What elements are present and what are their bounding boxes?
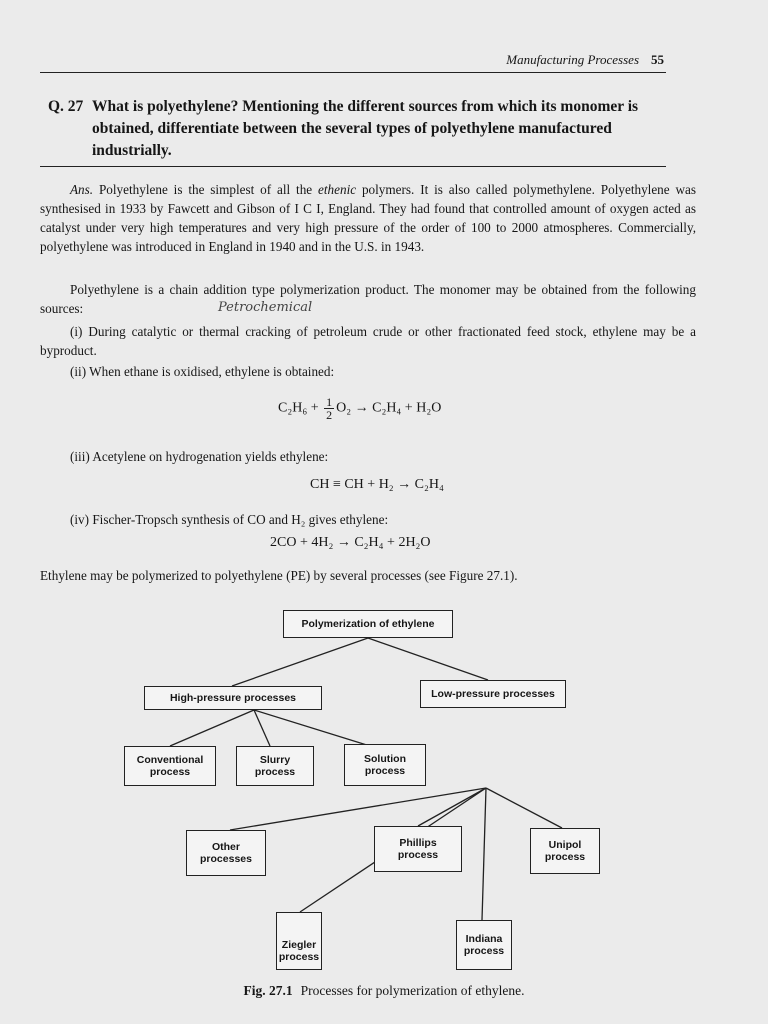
question-text: What is polyethylene? Mentioning the different sources from which its monomer is obtained, differentiate between the several types of polyethylene manufactured industrially. <box>92 98 639 159</box>
answer-paragraph-2: Polyethylene is a chain addition type polymerization product. The monomer may be obtained from the following sources: <box>40 282 696 316</box>
equation-fischer-tropsch: 2CO + 4H₂ → C₂H₄ + 2H₂O <box>270 535 431 550</box>
connector-low-unipol <box>486 788 562 828</box>
running-title: Manufacturing Processes <box>506 52 639 67</box>
connector-high-slurry <box>254 710 270 746</box>
node-phillips-process: Phillips process <box>374 826 462 872</box>
node-solution-process: Solution process <box>344 744 426 786</box>
connector-high-solution <box>254 710 370 746</box>
figure-caption <box>0 983 768 999</box>
answer-paragraph-1: Ans. Polyethylene is the simplest of all the ethenic polymers. It is also called polymethylene. Polyethylene was synthesised in 1933 by Fawcett and Gibson of I C I, England. They had found that controlled amount of oxygen acted as catalyst under very high temperatures and very high pressure of the order of 100 to 2000 atmospheres. Commercially, polyethylene was introduced in England in 1940 and in the U.S. in 1943. <box>40 182 697 254</box>
source-2: (ii) When ethane is oxidised, ethylene is obtained: <box>70 364 335 379</box>
source-4: (iv) Fischer-Tropsch synthesis of CO and H₂ gives ethylene: <box>70 512 389 527</box>
source-1: (i) During catalytic or thermal cracking of petroleum crude or other fractionated feed stock, ethylene may be a byproduct. <box>40 324 696 358</box>
page-number: 55 <box>651 52 664 67</box>
figure-label: Fig. 27.1 <box>243 983 293 998</box>
answer-label: Ans. <box>70 182 94 197</box>
figure-caption-text: Processes for polymerization of ethylene. <box>300 983 525 998</box>
node-unipol-process: Unipol process <box>530 828 600 874</box>
connector-low-indiana <box>482 788 486 920</box>
source-3: (iii) Acetylene on hydrogenation yields ethylene: <box>70 449 329 464</box>
node-other-processes: Other processes <box>186 830 266 876</box>
node-high-pressure-processes: High-pressure processes <box>144 686 322 710</box>
connector-root-high <box>232 638 368 686</box>
question-number: Q. 27 <box>48 98 84 115</box>
node-indiana-process: Indiana process <box>456 920 512 970</box>
connector-root-low <box>368 638 488 680</box>
node-low-pressure-processes: Low-pressure processes <box>420 680 566 708</box>
node-conventional-process: Conventional process <box>124 746 216 786</box>
connector-high-conventional <box>170 710 254 746</box>
ethenic-term: ethenic <box>318 182 357 197</box>
closing-sentence: Ethylene may be polymerized to polyethylene (PE) by several processes (see Figure 27.1). <box>40 568 518 583</box>
handwritten-annotation: Petrochemical <box>218 300 313 315</box>
node-ziegler-process: Ziegler process <box>276 912 322 970</box>
equation-ethane-oxidation: C₂H₆ + $\frac{1}{2}$ O₂ → C₂H₄ + H₂O <box>278 395 442 422</box>
node-slurry-process: Slurry process <box>236 746 314 786</box>
equation-acetylene-hydrogenation: CH ≡ CH + H₂ → C₂H₄ <box>310 477 444 492</box>
node-polymerization-of-ethylene: Polymerization of ethylene <box>283 610 453 638</box>
